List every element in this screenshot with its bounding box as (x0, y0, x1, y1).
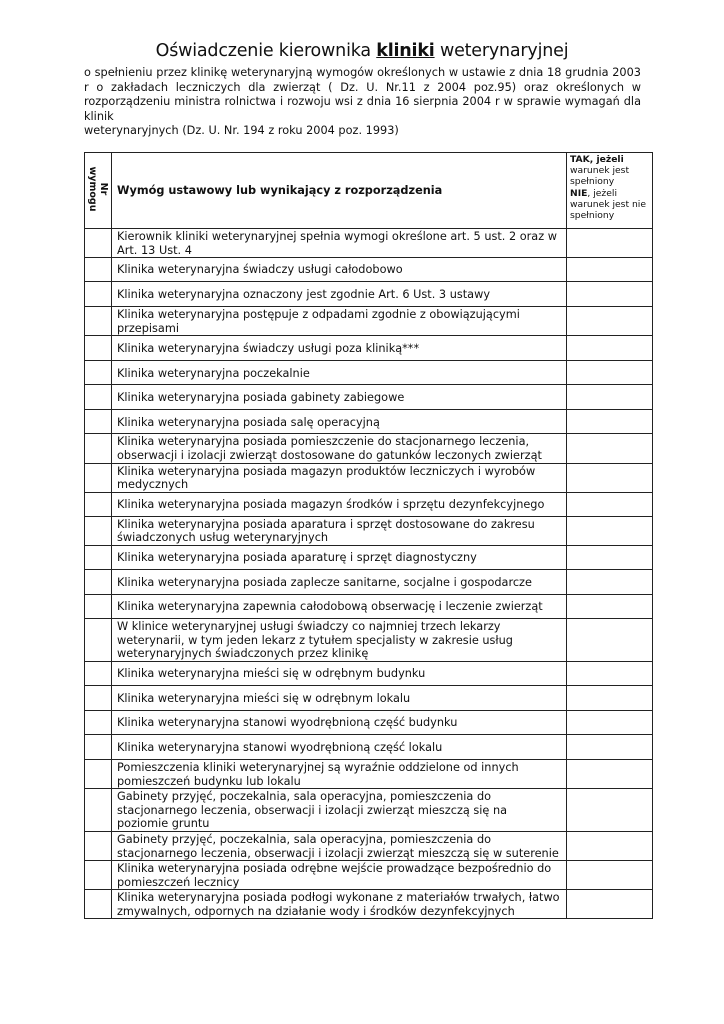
header-status-tak: TAK, jeżeli (570, 154, 624, 165)
table-row (85, 789, 653, 832)
table-header-row (85, 153, 653, 229)
title-keyword: kliniki (376, 41, 435, 61)
requirement-text: Klinika weterynaryjna zapewnia całodobową obserwację i leczenie zwierząt (112, 594, 567, 618)
row-number-cell[interactable] (85, 385, 112, 410)
requirement-text: Klinika weterynaryjna świadczy usługi całodobowo (112, 258, 567, 282)
header-nr-cell (85, 153, 112, 229)
requirement-text: Klinika weterynaryjna posiada magazyn produktów leczniczych i wyrobów medycznych (112, 463, 567, 492)
status-answer-cell[interactable] (567, 890, 653, 919)
requirement-text: Klinika weterynaryjna posiada salę operacyjną (112, 410, 567, 434)
table-row (85, 492, 653, 516)
row-number-cell[interactable] (85, 861, 112, 890)
header-requirement: Wymóg ustawowy lub wynikający z rozporządzenia (112, 153, 567, 229)
title-suffix: weterynaryjnej (434, 41, 569, 61)
status-answer-cell[interactable] (567, 685, 653, 710)
row-number-cell[interactable] (85, 463, 112, 492)
status-answer-cell[interactable] (567, 492, 653, 516)
status-answer-cell[interactable] (567, 618, 653, 661)
requirement-text: Klinika weterynaryjna stanowi wyodrębnioną część lokalu (112, 734, 567, 759)
requirement-text: Klinika weterynaryjna poczekalnie (112, 361, 567, 385)
requirement-text: Klinika weterynaryjna mieści się w odrębnym lokalu (112, 685, 567, 710)
row-number-cell[interactable] (85, 685, 112, 710)
status-answer-cell[interactable] (567, 410, 653, 434)
table-row (85, 434, 653, 463)
requirement-text: Klinika weterynaryjna mieści się w odrębnym budynku (112, 661, 567, 685)
row-number-cell[interactable] (85, 594, 112, 618)
status-answer-cell[interactable] (567, 258, 653, 282)
requirement-text: Klinika weterynaryjna posiada aparaturę i sprzęt diagnostyczny (112, 545, 567, 569)
header-nr-line1: Nr (98, 182, 109, 196)
requirement-text: Gabinety przyjęć, poczekalnia, sala operacyjna, pomieszczenia do stacjonarnego leczenia, obserwacji i izolacji zwierząt mieszczą się na poziomie gruntu (112, 789, 567, 832)
intro-paragraph (84, 66, 641, 139)
header-nr-line2: wymogu (87, 166, 98, 212)
header-status-nie: NIE (570, 187, 588, 199)
status-answer-cell[interactable] (567, 569, 653, 594)
status-answer-cell[interactable] (567, 282, 653, 307)
row-number-cell[interactable] (85, 789, 112, 832)
status-answer-cell[interactable] (567, 759, 653, 788)
status-answer-cell[interactable] (567, 434, 653, 463)
document-title (0, 40, 724, 62)
table-row (85, 463, 653, 492)
row-number-cell[interactable] (85, 545, 112, 569)
row-number-cell[interactable] (85, 661, 112, 685)
header-status-tak-desc: warunek jest spełniony (570, 165, 630, 188)
row-number-cell[interactable] (85, 759, 112, 788)
row-number-cell[interactable] (85, 229, 112, 258)
requirement-text: Klinika weterynaryjna oznaczony jest zgodnie Art. 6 Ust. 3 ustawy (112, 282, 567, 307)
row-number-cell[interactable] (85, 569, 112, 594)
row-number-cell[interactable] (85, 734, 112, 759)
intro-body: o spełnieniu przez klinikę weterynaryjną wymogów określonych w ustawie z dnia 18 grudnia 2003 r o zakładach leczniczych dla zwierząt ( Dz. U. Nr.11 z 2004 poz.95) oraz określonych w rozporządzeniu ministra rolnictwa i rozwoju wsi z dnia 16 sierpnia 2004 r w sprawie wymagań dla klinik (84, 66, 641, 123)
header-nr-label (87, 167, 109, 212)
row-number-cell[interactable] (85, 618, 112, 661)
status-answer-cell[interactable] (567, 516, 653, 545)
requirement-text: Klinika weterynaryjna posiada magazyn środków i sprzętu dezynfekcyjnego (112, 492, 567, 516)
table-row (85, 890, 653, 919)
status-answer-cell[interactable] (567, 545, 653, 569)
table-row (85, 569, 653, 594)
title-prefix: Oświadczenie kierownika (155, 41, 377, 61)
requirement-text: Kierownik kliniki weterynaryjnej spełnia wymogi określone art. 5 ust. 2 oraz w Art. 13 Ust. 4 (112, 229, 567, 258)
status-answer-cell[interactable] (567, 831, 653, 860)
requirement-text: Klinika weterynaryjna posiada gabinety zabiegowe (112, 385, 567, 410)
table-row (85, 734, 653, 759)
table-row (85, 410, 653, 434)
table-row (85, 618, 653, 661)
table-row (85, 282, 653, 307)
row-number-cell[interactable] (85, 410, 112, 434)
row-number-cell[interactable] (85, 434, 112, 463)
table-row (85, 385, 653, 410)
table-row (85, 594, 653, 618)
status-answer-cell[interactable] (567, 661, 653, 685)
requirement-text: Klinika weterynaryjna posiada aparatura i sprzęt dostosowane do zakresu świadczonych usług weterynaryjnych (112, 516, 567, 545)
requirement-text: Klinika weterynaryjna postępuje z odpadami zgodnie z obowiązującymi przepisami (112, 307, 567, 336)
row-number-cell[interactable] (85, 890, 112, 919)
status-answer-cell[interactable] (567, 789, 653, 832)
table-row (85, 229, 653, 258)
row-number-cell[interactable] (85, 492, 112, 516)
status-answer-cell[interactable] (567, 710, 653, 734)
row-number-cell[interactable] (85, 258, 112, 282)
table-row (85, 258, 653, 282)
table-row (85, 685, 653, 710)
status-answer-cell[interactable] (567, 594, 653, 618)
status-answer-cell[interactable] (567, 463, 653, 492)
status-answer-cell[interactable] (567, 734, 653, 759)
requirement-text: Klinika weterynaryjna posiada odrębne wejście prowadzące bezpośrednio do pomieszczeń lecznicy (112, 861, 567, 890)
row-number-cell[interactable] (85, 336, 112, 361)
requirement-text: Klinika weterynaryjna stanowi wyodrębnioną część budynku (112, 710, 567, 734)
row-number-cell[interactable] (85, 831, 112, 860)
requirement-text: Pomieszczenia kliniki weterynaryjnej są wyraźnie oddzielone od innych pomieszczeń budynku lub lokalu (112, 759, 567, 788)
requirement-text: Klinika weterynaryjna posiada podłogi wykonane z materiałów trwałych, łatwo zmywalnych, odpornych na działanie wody i środków dezynfekcyjnych (112, 890, 567, 919)
row-number-cell[interactable] (85, 282, 112, 307)
requirement-text: Klinika weterynaryjna świadczy usługi poza kliniką*** (112, 336, 567, 361)
requirement-text: W klinice weterynaryjnej usługi świadczy co najmniej trzech lekarzy weterynarii, w tym jeden lekarz z tytułem specjalisty w zakresie usług weterynaryjnych świadczonych przez klinikę (112, 618, 567, 661)
status-answer-cell[interactable] (567, 385, 653, 410)
status-answer-cell[interactable] (567, 336, 653, 361)
status-answer-cell[interactable] (567, 861, 653, 890)
requirement-text: Gabinety przyjęć, poczekalnia, sala operacyjna, pomieszczenia do stacjonarnego leczenia, obserwacji i izolacji zwierząt mieszczą się w suterenie (112, 831, 567, 860)
requirements-table (84, 152, 653, 919)
status-answer-cell[interactable] (567, 361, 653, 385)
row-number-cell[interactable] (85, 361, 112, 385)
table-row (85, 307, 653, 336)
table-row (85, 661, 653, 685)
header-status-nie-desc: , jeżeli warunek jest nie spełniony (570, 187, 647, 222)
row-number-cell[interactable] (85, 307, 112, 336)
row-number-cell[interactable] (85, 516, 112, 545)
table-row (85, 831, 653, 860)
intro-last-line: weterynaryjnych (Dz. U. Nr. 194 z roku 2004 poz. 1993) (84, 124, 399, 138)
requirement-text: Klinika weterynaryjna posiada zaplecze sanitarne, socjalne i gospodarcze (112, 569, 567, 594)
table-row (85, 710, 653, 734)
table-row (85, 545, 653, 569)
table-row (85, 759, 653, 788)
requirement-text: Klinika weterynaryjna posiada pomieszczenie do stacjonarnego leczenia, obserwacji i izolacji zwierząt dostosowane do gatunków leczonych zwierząt (112, 434, 567, 463)
header-status (567, 153, 653, 229)
table-row (85, 861, 653, 890)
table-row (85, 361, 653, 385)
table-row (85, 516, 653, 545)
row-number-cell[interactable] (85, 710, 112, 734)
table-row (85, 336, 653, 361)
status-answer-cell[interactable] (567, 307, 653, 336)
status-answer-cell[interactable] (567, 229, 653, 258)
